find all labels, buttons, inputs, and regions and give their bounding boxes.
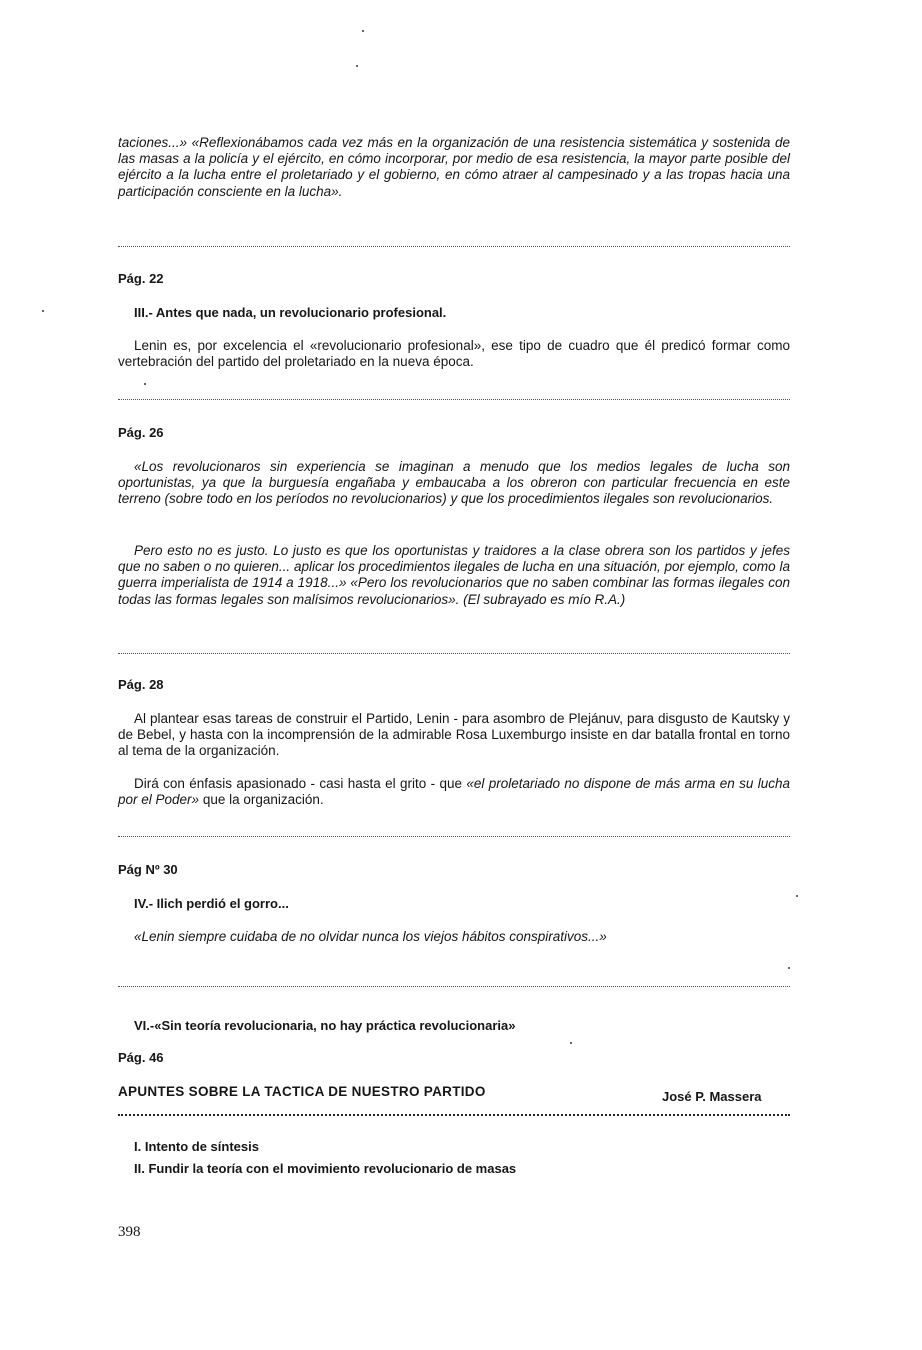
subsection-heading: I. Intento de síntesis: [134, 1139, 259, 1154]
scan-speck: [356, 65, 358, 67]
section-heading: VI.-«Sin teoría revolucionaria, no hay práctica revolucionaria»: [134, 1018, 516, 1033]
body-paragraph: Al plantear esas tareas de construir el Partido, Lenin - para asombro de Plejánuv, para disgusto de Kautsky y de Bebel, y hasta con la incomprensión de la admirable Rosa Luxemburgo insiste en dar batalla frontal en torno al tema de la organización.: [118, 711, 790, 759]
quote-block: [118, 929, 790, 945]
section-heading: III.- Antes que nada, un revolucionario profesional.: [134, 305, 447, 320]
quote-block: [118, 459, 790, 508]
article-author: José P. Massera: [662, 1089, 762, 1104]
dotted-separator: [118, 986, 790, 987]
text-block: [118, 711, 790, 760]
subsection-heading: II. Fundir la teoría con el movimiento revolucionario de masas: [134, 1161, 517, 1176]
text-block: [118, 776, 790, 808]
quote-paragraph: Pero esto no es justo. Lo justo es que los oportunistas y traidores a la clase obrera son los partidos y jefes que no saben o no quieren... aplicar los procedimientos ilegales de lucha en una situación, por ejemplo, como la guerra imperialista de 1914 a 1918...» «Pero los revolucionarios que no saben combinar las formas ilegales con todas las formas legales son malísimos revolucionarios». (El subrayado es mío R.A.): [118, 543, 790, 607]
emphasized-quote: «el proletariado no dispone de más arma en su lucha por el Poder»: [118, 776, 790, 808]
scan-speck: [796, 895, 798, 897]
text-block: [118, 338, 790, 370]
dotted-separator: [118, 836, 790, 837]
page-reference: Pág. 22: [118, 271, 164, 286]
scan-speck: [42, 310, 44, 312]
page-reference: Pág Nº 30: [118, 862, 178, 877]
section-heading: IV.- Ilich perdió el gorro...: [134, 896, 289, 911]
quote-paragraph: «Lenin siempre cuidaba de no olvidar nunca los viejos hábitos conspirativos...»: [134, 929, 607, 944]
quote-block: [118, 543, 790, 608]
dotted-separator: [118, 246, 790, 247]
body-paragraph: Lenin es, por excelencia el «revolucionario profesional», ese tipo de cuadro que él predicó formar como vertebración del partido del proletariado en la nueva época.: [118, 338, 790, 370]
body-text: Dirá con énfasis apasionado - casi hasta el grito - que: [134, 776, 467, 791]
body-paragraph: [118, 776, 790, 808]
quote-paragraph: taciones...» «Reflexionábamos cada vez más en la organización de una resistencia sistemática y sostenida de las masas a la policía y el ejército, en cómo incorporar, por medio de esa resistencia, la mayor parte posible del ejército a la lucha entre el proletariado y el gobierno, en cómo atraer al campesinado y a las tropas hacia una participación consciente en la lucha».: [118, 135, 790, 199]
scan-speck: [144, 383, 146, 385]
quote-paragraph: «Los revolucionaros sin experiencia se imaginan a menudo que los medios legales de lucha son oportunistas, ya que la burguesía engañaba y embaucaba a los obreron con particular frecuencia en este terreno (sobre todo en los períodos no revolucionarios) y que los procedimientos ilegales son revolucionarios.: [118, 459, 790, 507]
page-number: 398: [118, 1224, 141, 1240]
page-reference: Pág. 46: [118, 1050, 164, 1065]
article-title: APUNTES SOBRE LA TACTICA DE NUESTRO PARTIDO: [118, 1084, 486, 1099]
scan-speck: [788, 967, 790, 969]
page-reference: Pág. 26: [118, 425, 164, 440]
dotted-separator: [118, 399, 790, 400]
body-text: que la organización.: [199, 792, 324, 808]
dotted-separator: [118, 1114, 790, 1116]
page-reference: Pág. 28: [118, 677, 164, 692]
dotted-separator: [118, 653, 790, 654]
scan-speck: [570, 1042, 572, 1044]
quote-block: [118, 135, 790, 200]
scan-speck: [362, 30, 364, 32]
